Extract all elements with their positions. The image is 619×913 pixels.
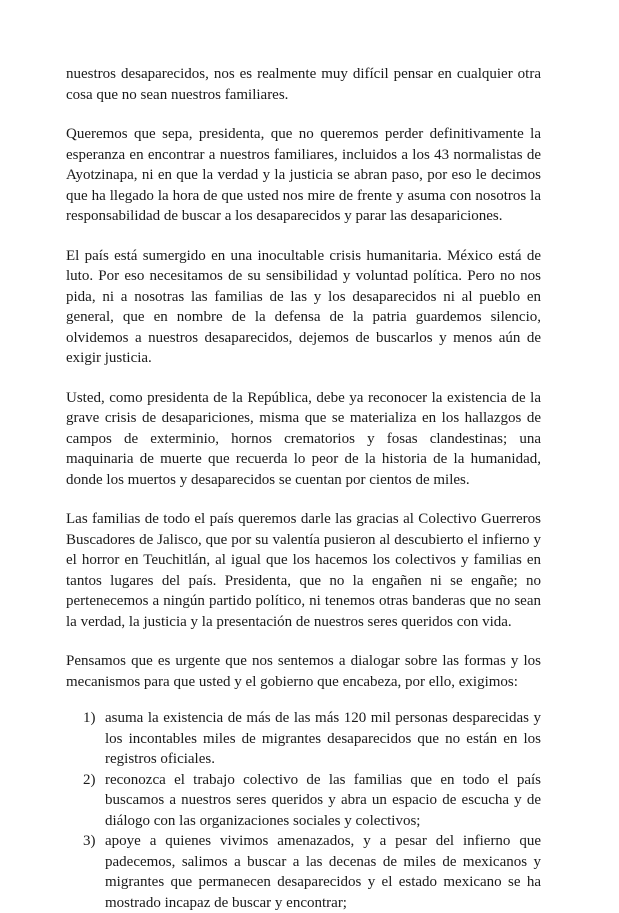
list-item — [66, 831, 541, 913]
list-item — [66, 770, 541, 832]
paragraph-demands-intro: Pensamos que es urgente que nos sentemos a dialogar sobre las formas y los mecanismos para que usted y el gobierno que encabeza, por ello, exigimos: — [66, 653, 541, 690]
list-item-text: reconozca el trabajo colectivo de las familias que en todo el país buscamos a nuestros seres queridos y abra un espacio de escucha y de diálogo con las organizaciones sociales y colectivos; — [105, 771, 541, 829]
demands-list — [66, 708, 541, 913]
paragraph-gratitude: Las familias de todo el país queremos darle las gracias al Colectivo Guerreros Buscadores de Jalisco, que por su valentía pusieron al descubierto el infierno y el horror en Teuchitlán, al igual que los hacemos los colectivos y familias en tantos lugares del país. Presidenta, que no la engañen ni se engañe; no pertenecemos a ningún partido político, ni tenemos otras banderas que no sean la verdad, la justicia y la presentación de nuestros seres queridos con vida. — [66, 511, 541, 630]
paragraph-recognition: Usted, como presidenta de la República, debe ya reconocer la existencia de la grave crisis de desapariciones, misma que se materializa en los hallazgos de campos de exterminio, hornos crematorios y fosas clandestinas; una maquinaria de muerte que recuerda lo peor de la historia de la humanidad, donde los muertos y desaparecidos se cuentan por cientos de miles. — [66, 389, 541, 488]
paragraph-opening-fragment: nuestros desaparecidos, nos es realmente muy difícil pensar en cualquier otra cosa que no sean nuestros familiares. — [66, 66, 541, 103]
list-item-number: 2) — [83, 771, 96, 788]
paragraph-humanitarian-crisis: El país está sumergido en una inocultable crisis humanitaria. México está de luto. Por eso necesitamos de su sensibilidad y voluntad política. Pero no nos pida, ni a nosotras las familias de las y los desaparecidos ni al pueblo en general, que en nombre de la defensa de la patria guardemos silencio, olvidemos a nuestros desaparecidos, dejemos de buscarlos y menos aún de exigir justicia. — [66, 247, 541, 366]
list-item-text: asuma la existencia de más de las más 120 mil personas desparecidas y los incontables miles de migrantes desaparecidos que no están en los registros oficiales. — [105, 710, 541, 767]
list-item-number: 3) — [83, 833, 96, 849]
list-item — [66, 708, 541, 770]
paragraph-hope: Queremos que sepa, presidenta, que no queremos perder definitivamente la esperanza en encontrar a nuestros familiares, incluidos a los 43 normalistas de Ayotzinapa, ni en que la verdad y la justicia se abran paso, por eso le decimos que ha llegado la hora de que usted nos mire de frente y asuma con nosotros la responsabilidad de buscar a los desaparecidos y parar las desapariciones. — [66, 126, 541, 224]
list-item-number: 1) — [83, 710, 96, 726]
list-item-text: apoye a quienes vivimos amenazados, y a pesar del infierno que padecemos, salimos a buscar a las decenas de miles de mexicanos y migrantes que permanecen desaparecidos y el estado mexicano se ha mostrado incapaz de buscar y encontrar; — [105, 833, 541, 911]
